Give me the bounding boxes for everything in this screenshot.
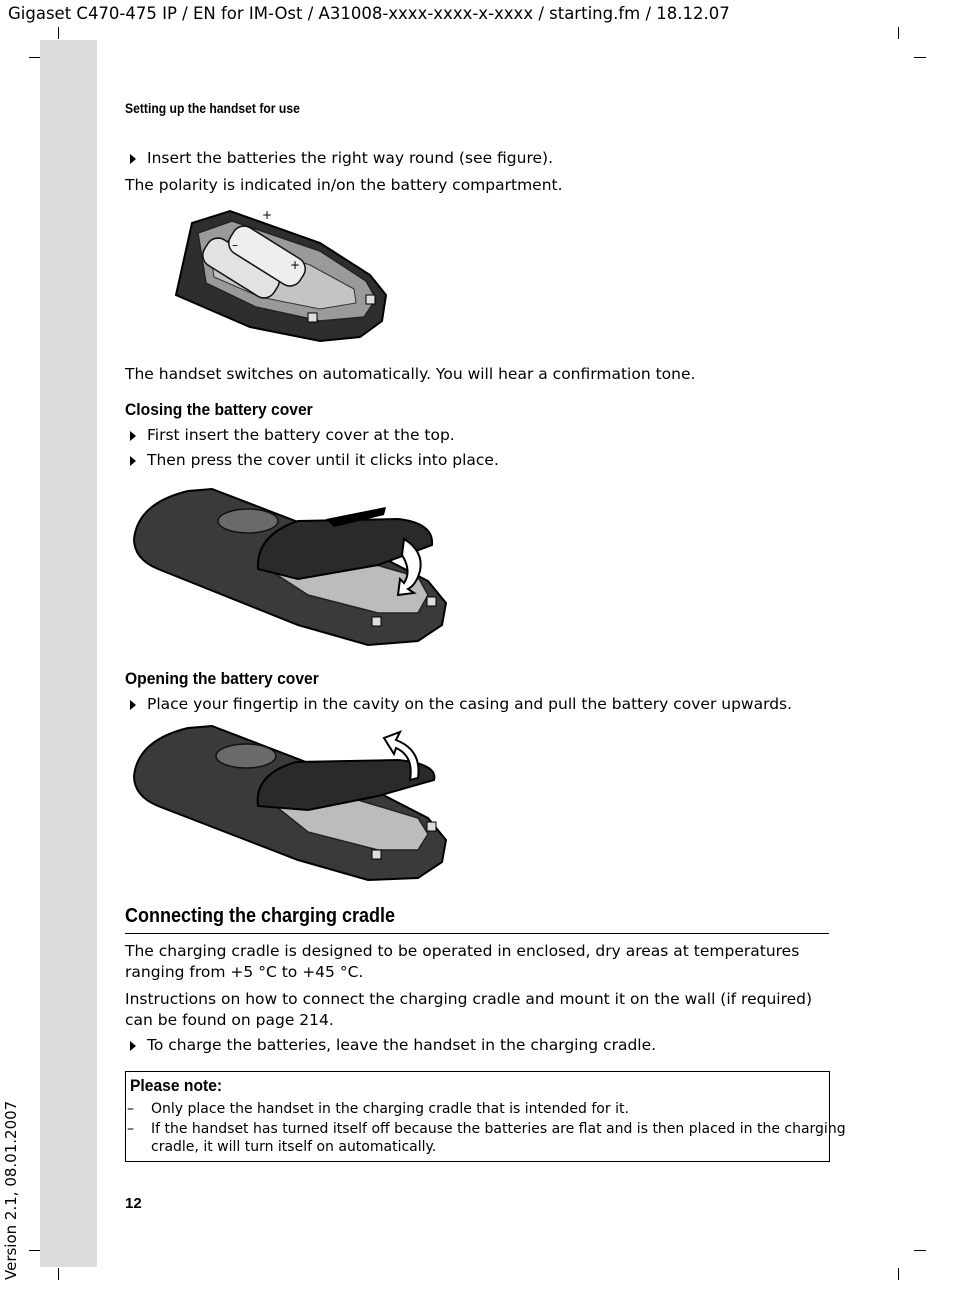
side-bar xyxy=(40,40,97,1267)
polarity-text: The polarity is indicated in/on the battery compartment. xyxy=(125,176,563,194)
note-dash: – xyxy=(127,1101,134,1117)
note-item-text: If the handset has turned itself off because the batteries are flat and is then placed in the charging xyxy=(151,1121,846,1137)
step-text: First insert the battery cover at the top. xyxy=(147,426,455,444)
charging-para-1-line-2: ranging from +5 °C to +45 °C. xyxy=(125,963,364,981)
battery-minus-label: – xyxy=(232,238,238,252)
closing-heading: Closing the battery cover xyxy=(125,400,313,419)
document-info-header: Gigaset C470-475 IP / EN for IM-Ost / A31008-xxxx-xxxx-x-xxxx / starting.fm / 18.12.07 xyxy=(8,4,730,23)
note-item-text: Only place the handset in the charging cradle that is intended for it. xyxy=(151,1101,629,1117)
crop-mark xyxy=(58,1268,59,1280)
crop-mark xyxy=(58,27,59,39)
note-box xyxy=(125,1071,846,1162)
closing-step-2 xyxy=(125,450,499,471)
step-text: Place your fingertip in the cavity on the casing and pull the battery cover upwards. xyxy=(147,695,793,713)
battery-plus-label: + xyxy=(262,208,273,222)
charging-para-2-line-2: can be found on page 214. xyxy=(125,1011,334,1029)
crop-mark xyxy=(914,57,926,58)
opening-step-1 xyxy=(125,694,792,715)
battery-insert-illustration xyxy=(170,203,392,348)
running-head: Setting up the handset for use xyxy=(125,101,300,116)
crop-mark xyxy=(914,1250,926,1251)
charging-heading: Connecting the charging cradle xyxy=(125,905,396,927)
note-item-text: cradle, it will turn itself on automatically. xyxy=(151,1139,437,1155)
note-title: Please note: xyxy=(130,1076,223,1095)
close-cover-illustration xyxy=(128,485,453,650)
crop-mark xyxy=(898,27,899,39)
crop-mark xyxy=(898,1268,899,1280)
step-text: Insert the batteries the right way round (see figure). xyxy=(147,149,553,167)
step-insert-batteries xyxy=(125,148,553,169)
open-cover-illustration xyxy=(128,722,453,884)
note-dash: – xyxy=(127,1121,134,1137)
opening-heading: Opening the battery cover xyxy=(125,669,319,688)
version-label: Version 2.1, 08.01.2007 xyxy=(2,1100,20,1280)
closing-step-1 xyxy=(125,425,455,446)
auto-on-text: The handset switches on automatically. You will hear a confirmation tone. xyxy=(125,365,696,383)
section-rule xyxy=(125,933,829,934)
charging-para-2-line-1: Instructions on how to connect the charging cradle and mount it on the wall (if required) xyxy=(125,990,813,1008)
charging-para-1-line-1: The charging cradle is designed to be operated in enclosed, dry areas at temperatures xyxy=(125,942,800,960)
battery-plus-label-2: + xyxy=(290,258,301,272)
step-text: Then press the cover until it clicks into place. xyxy=(147,451,499,469)
step-text: To charge the batteries, leave the handset in the charging cradle. xyxy=(147,1036,657,1054)
page-number: 12 xyxy=(125,1195,142,1212)
charging-step xyxy=(125,1035,656,1056)
